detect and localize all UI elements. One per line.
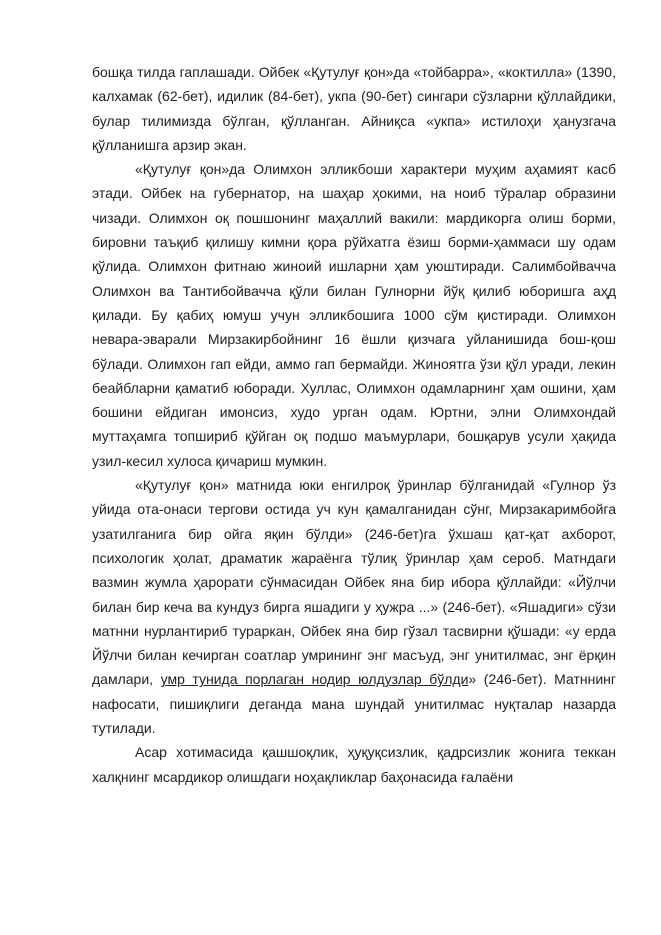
paragraph-text: «Қутулуғ қон» матнида юки енгилроқ ўринлар бўлганидай «Гулнор ўз уйида ота-онаси тергови остида уч кун қамалганидан сўнг, Мирзакаримбойга узатилганига бир ойга яқин бўлди» (246-бет)га ўхшаш қат-қат ахборот, психологик ҳолат, драматик жараёнга тўлиқ ўринлар ҳам сероб. Матндаги вазмин жумла ҳарорати сўнмасидан Ойбек яна бир ибора қўллайди: «Йўлчи билан бир кеча ва кундуз бирга яшадиги у ҳужра ...» (246-бет). «Яшадиги» сўзи матнни нурлантириб тураркан, Ойбек яна бир гўзал тасвирни қўшади: «у ерда Йўлчи билан кечирган соатлар умрининг энг масъуд, энг унитилмас, энг ёрқин дамлари, xyxy=(92,477,616,688)
paragraph-text: «Қутулуғ қон»да Олимхон элликбоши характери муҳим аҳамият касб этади. Ойбек на губернатор, на шаҳар ҳокими, на ноиб тўралар образини чизади. Олимхон оқ пошшонинг маҳаллий вакили: мардикорга олиш борми, бировни таъқиб қилишу кимни қора рўйхатга ёзиш борми-ҳаммаси шу одам қўлида. Олимхон фитнаю жиноий ишларни ҳам уюштиради. Салимбойвачча Олимхон ва Тантибойвачча қўли билан Гулнорни йўқ қилиб юборишга аҳд қилади. Бу қабиҳ юмуш учун элликбошига 1000 сўм қистиради. Олимхон невара-эварали Мирзакирбойнинг 16 ёшли қизчага уйланишида бош-қош бўлади. Олимхон гап ейди, аммо гап бермайди. Жиноятга ўзи қўл уради, лекин беайбларни қаматиб юборади. Хуллас, Олимхон одамларнинг ҳам ошини, ҳам бошини ейдиган имонсиз, худо урган одам. Юртни, элни Олимхондай муттаҳамга топшириб қўйган оқ подшо маъмурлари, бошқарув усули ҳақида узил-кесил хулоса қичариш мумкин. xyxy=(92,161,616,469)
paragraph-3 xyxy=(92,473,616,740)
paragraph-4 xyxy=(92,740,616,789)
document-page xyxy=(92,60,616,789)
paragraph-1 xyxy=(92,60,616,157)
underlined-quote: умр тунида порлаган нодир юлдузлар бўлди xyxy=(160,671,469,688)
paragraph-text: » (246-бет). Матннинг нафосати, пишиқлиги деганда мана шундай унитилмас нуқталар назарда тутилади. xyxy=(92,671,617,737)
paragraph-text: Асар хотимасида қашшоқлик, ҳуқуқсизлик, қадрсизлик жонига теккан халқнинг мсардикор олишдаги ноҳақликлар баҳонасида ғалаёни xyxy=(92,744,616,785)
paragraph-2 xyxy=(92,157,616,473)
paragraph-text: бошқа тилда гаплашади. Ойбек «Қутулуғ қон»да «тойбарра», «коктилла» (1390, калхамак (62-бет), идилик (84-бет), укпа (90-бет) сингари сўзларни қўллайдики, булар тилимизда бўлган, қўлланган. Айниқса «укпа» истилоҳи ҳанузгача қўлланишга арзир экан. xyxy=(92,64,616,153)
